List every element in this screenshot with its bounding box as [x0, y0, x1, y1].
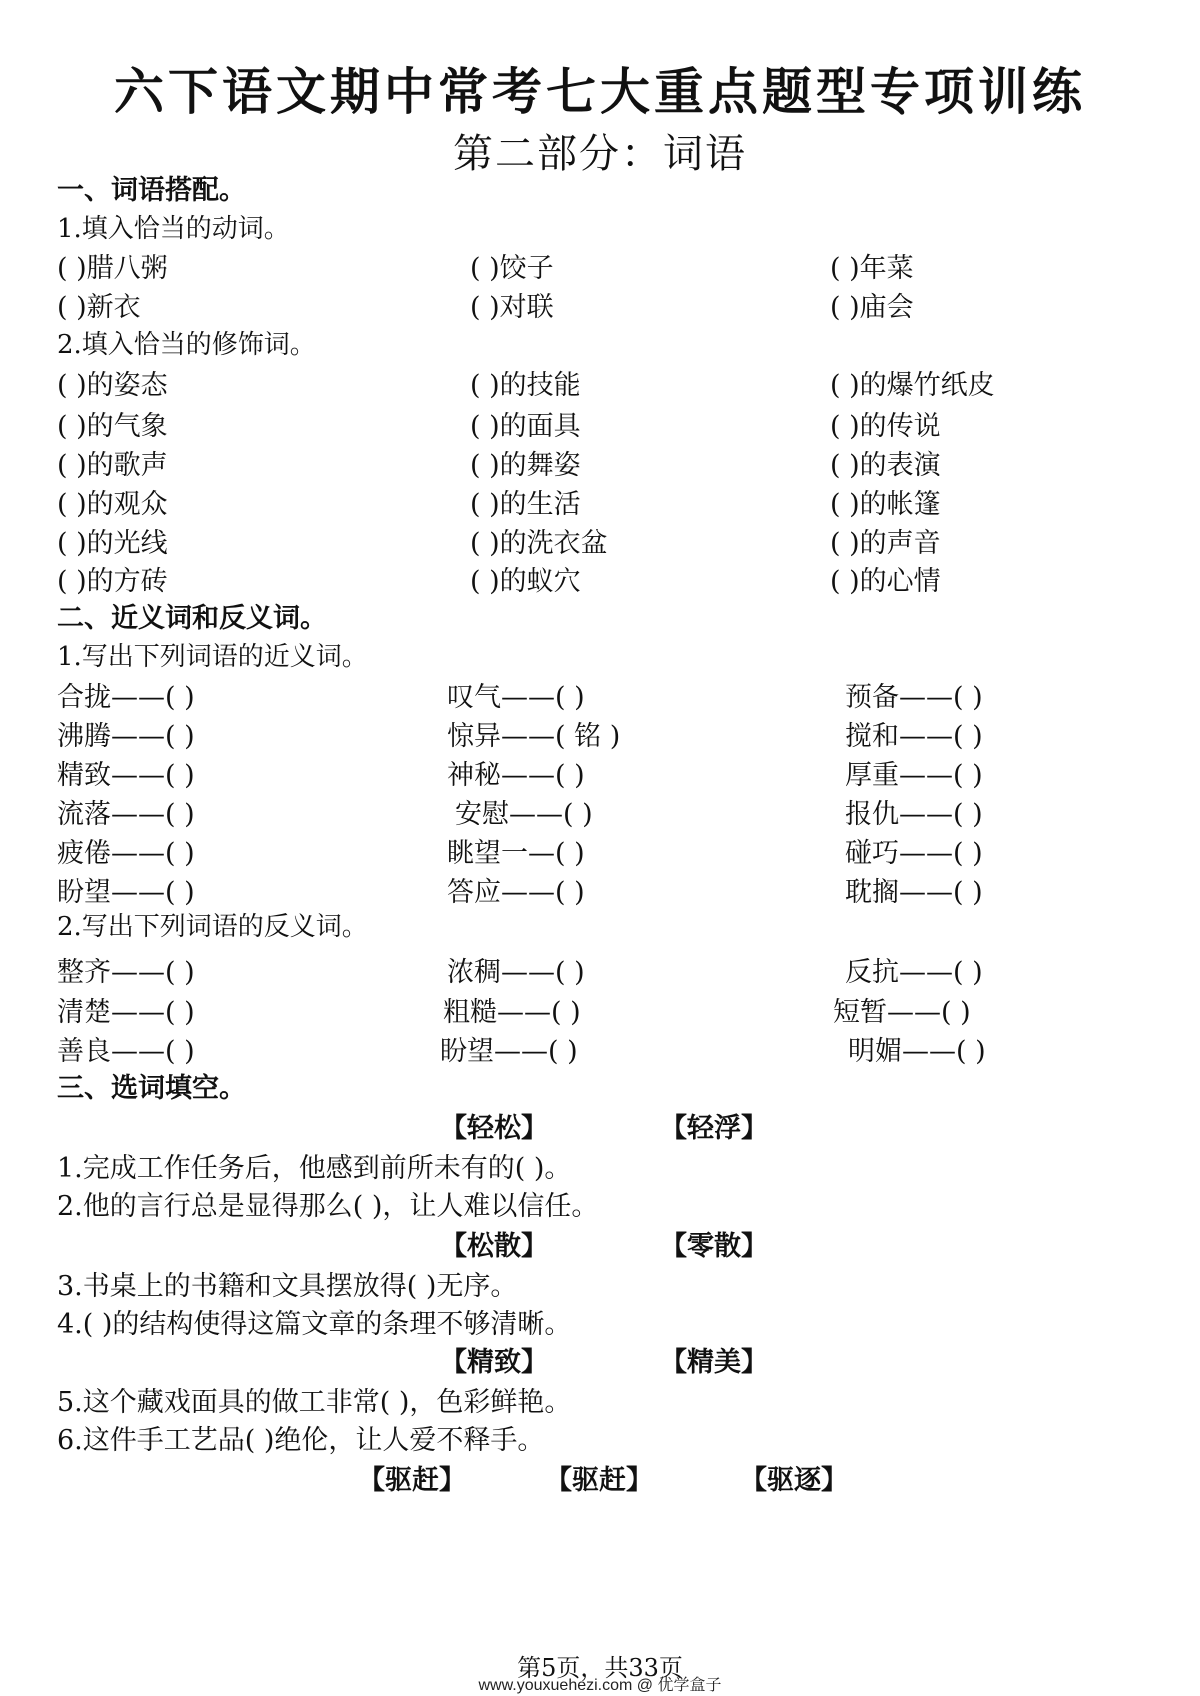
fill-item: ( )的技能 [470, 370, 581, 401]
word-item: 清楚——( ) [57, 997, 195, 1028]
word-item: 善良——( ) [57, 1036, 195, 1067]
word-option: 【驱逐】 [740, 1465, 848, 1496]
word-item: 惊异——( 铭 ) [447, 721, 621, 752]
word-item: 合拢——( ) [57, 682, 195, 713]
sentence: 3.书桌上的书籍和文具摆放得( )无序。 [57, 1271, 518, 1302]
fill-item: ( )饺子 [470, 253, 554, 284]
word-item: 疲倦——( ) [57, 838, 195, 869]
word-option: 【驱赶】 [545, 1465, 653, 1496]
instruction-2-1: 1.写出下列词语的近义词。 [57, 642, 368, 672]
word-item: 盼望——( ) [57, 877, 195, 908]
fill-item: ( )的歌声 [57, 450, 168, 481]
word-item: 流落——( ) [57, 799, 195, 830]
word-item: 报仇——( ) [845, 799, 983, 830]
fill-item: ( )对联 [470, 292, 554, 323]
sentence: 5.这个藏戏面具的做工非常( )，色彩鲜艳。 [57, 1387, 572, 1418]
section-heading-3: 三、选词填空。 [57, 1073, 246, 1104]
page-title: 六下语文期中常考七大重点题型专项训练 [114, 62, 1086, 121]
fill-item: ( )的心情 [830, 566, 941, 597]
fill-item: ( )腊八粥 [57, 253, 168, 284]
fill-item: ( )的观众 [57, 489, 168, 520]
word-item: 叹气——( ) [447, 682, 585, 713]
instruction-1-1: 1.填入恰当的动词。 [57, 214, 290, 244]
fill-item: ( )的姿态 [57, 370, 168, 401]
word-item: 预备——( ) [845, 682, 983, 713]
word-item: 答应——( ) [447, 877, 585, 908]
word-option: 【驱赶】 [358, 1465, 466, 1496]
word-item: 粗糙——( ) [443, 997, 581, 1028]
word-option: 【松散】 [440, 1231, 548, 1262]
page-subtitle: 第二部分：词语 [453, 131, 747, 177]
word-item: 反抗——( ) [845, 957, 983, 988]
word-option: 【轻松】 [440, 1113, 548, 1144]
word-option: 【轻浮】 [660, 1113, 768, 1144]
watermark: www.youxuehezi.com @ 优学盒子 [478, 1677, 722, 1694]
sentence: 4.( )的结构使得这篇文章的条理不够清晰。 [57, 1309, 572, 1340]
word-item: 眺望一—( ) [447, 838, 585, 869]
fill-item: ( )的生活 [470, 489, 581, 520]
word-item: 安慰——( ) [455, 799, 593, 830]
fill-item: ( )年菜 [830, 253, 914, 284]
fill-item: ( )的光线 [57, 528, 168, 559]
word-item: 短暂——( ) [833, 997, 971, 1028]
word-item: 盼望——( ) [440, 1036, 578, 1067]
word-item: 碰巧——( ) [845, 838, 983, 869]
fill-item: ( )的方砖 [57, 566, 168, 597]
sentence: 6.这件手工艺品( )绝伦，让人爱不释手。 [57, 1425, 545, 1456]
word-item: 整齐——( ) [57, 957, 195, 988]
word-item: 明媚——( ) [848, 1036, 986, 1067]
sentence: 1.完成工作任务后，他感到前所未有的( )。 [57, 1153, 572, 1184]
instruction-1-2: 2.填入恰当的修饰词。 [57, 330, 316, 360]
fill-item: ( )的舞姿 [470, 450, 581, 481]
fill-item: ( )新衣 [57, 292, 141, 323]
sentence: 2.他的言行总是显得那么( )，让人难以信任。 [57, 1191, 599, 1222]
word-item: 搅和——( ) [845, 721, 983, 752]
word-item: 浓稠——( ) [447, 957, 585, 988]
page-number: 第5页，共33页 [517, 1654, 683, 1682]
fill-item: ( )的传说 [830, 411, 941, 442]
word-option: 【精致】 [440, 1347, 548, 1378]
fill-item: ( )庙会 [830, 292, 914, 323]
fill-item: ( )的洗衣盆 [470, 528, 608, 559]
instruction-2-2: 2.写出下列词语的反义词。 [57, 912, 368, 942]
word-option: 【零散】 [660, 1231, 768, 1262]
word-item: 厚重——( ) [845, 760, 983, 791]
fill-item: ( )的气象 [57, 411, 168, 442]
fill-item: ( )的面具 [470, 411, 581, 442]
word-item: 耽搁——( ) [845, 877, 983, 908]
section-heading-2: 二、近义词和反义词。 [57, 603, 327, 634]
word-item: 神秘——( ) [447, 760, 585, 791]
fill-item: ( )的声音 [830, 528, 941, 559]
word-option: 【精美】 [660, 1347, 768, 1378]
fill-item: ( )的蚁穴 [470, 566, 581, 597]
section-heading-1: 一、词语搭配。 [57, 175, 246, 206]
word-item: 沸腾——( ) [57, 721, 195, 752]
fill-item: ( )的帐篷 [830, 489, 941, 520]
fill-item: ( )的表演 [830, 450, 941, 481]
word-item: 精致——( ) [57, 760, 195, 791]
fill-item: ( )的爆竹纸皮 [830, 370, 995, 401]
